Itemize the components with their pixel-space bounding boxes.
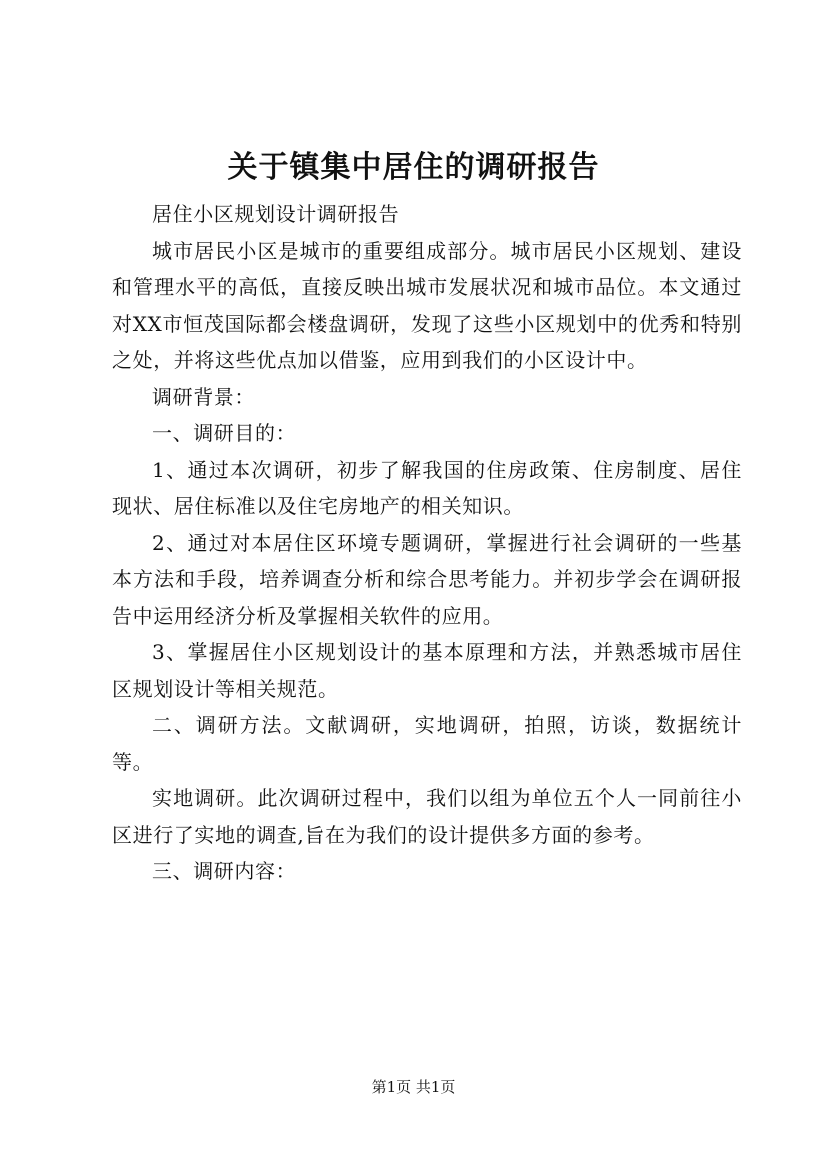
page-footer: 第1页 共1页 [371, 1078, 456, 1096]
paragraph-background-heading: 调研背景： [152, 384, 255, 409]
paragraph-subtitle: 居住小区规划设计调研报告 [152, 202, 400, 226]
paragraph-purpose-1: 1、通过本次调研，初步了解我国的住房政策、住房制度、居住现状、居住标准以及住宅房地产的相关知识。 [112, 457, 742, 518]
paragraph-intro: 城市居民小区是城市的重要组成部分。城市居民小区规划、建设和管理水平的高低，直接反映出城市发展状况和城市品位。本文通过对XX市恒茂国际都会楼盘调研，发现了这些小区规划中的优秀和特别之处，并将这些优点加以借鉴，应用到我们的小区设计中。 [112, 238, 742, 372]
document-title: 关于镇集中居住的调研报告 [227, 150, 600, 185]
paragraph-field-research: 实地调研。此次调研过程中，我们以组为单位五个人一同前往小区进行了实地的调查,旨在为我们的设计提供多方面的参考。 [112, 786, 742, 847]
paragraph-purpose-3: 3、掌握居住小区规划设计的基本原理和方法，并熟悉城市居住区规划设计等相关规范。 [112, 640, 742, 701]
paragraph-purpose-2: 2、通过对本居住区环境专题调研，掌握进行社会调研的一些基本方法和手段，培养调查分析和综合思考能力。并初步学会在调研报告中运用经济分析及掌握相关软件的应用。 [112, 530, 742, 628]
document-body [112, 196, 742, 890]
paragraph-purpose-heading: 一、调研目的： [152, 421, 297, 445]
paragraph-content-heading: 三、调研内容： [152, 859, 297, 883]
paragraph-method: 二、调研方法。文献调研，实地调研，拍照，访谈，数据统计等。 [112, 713, 742, 774]
